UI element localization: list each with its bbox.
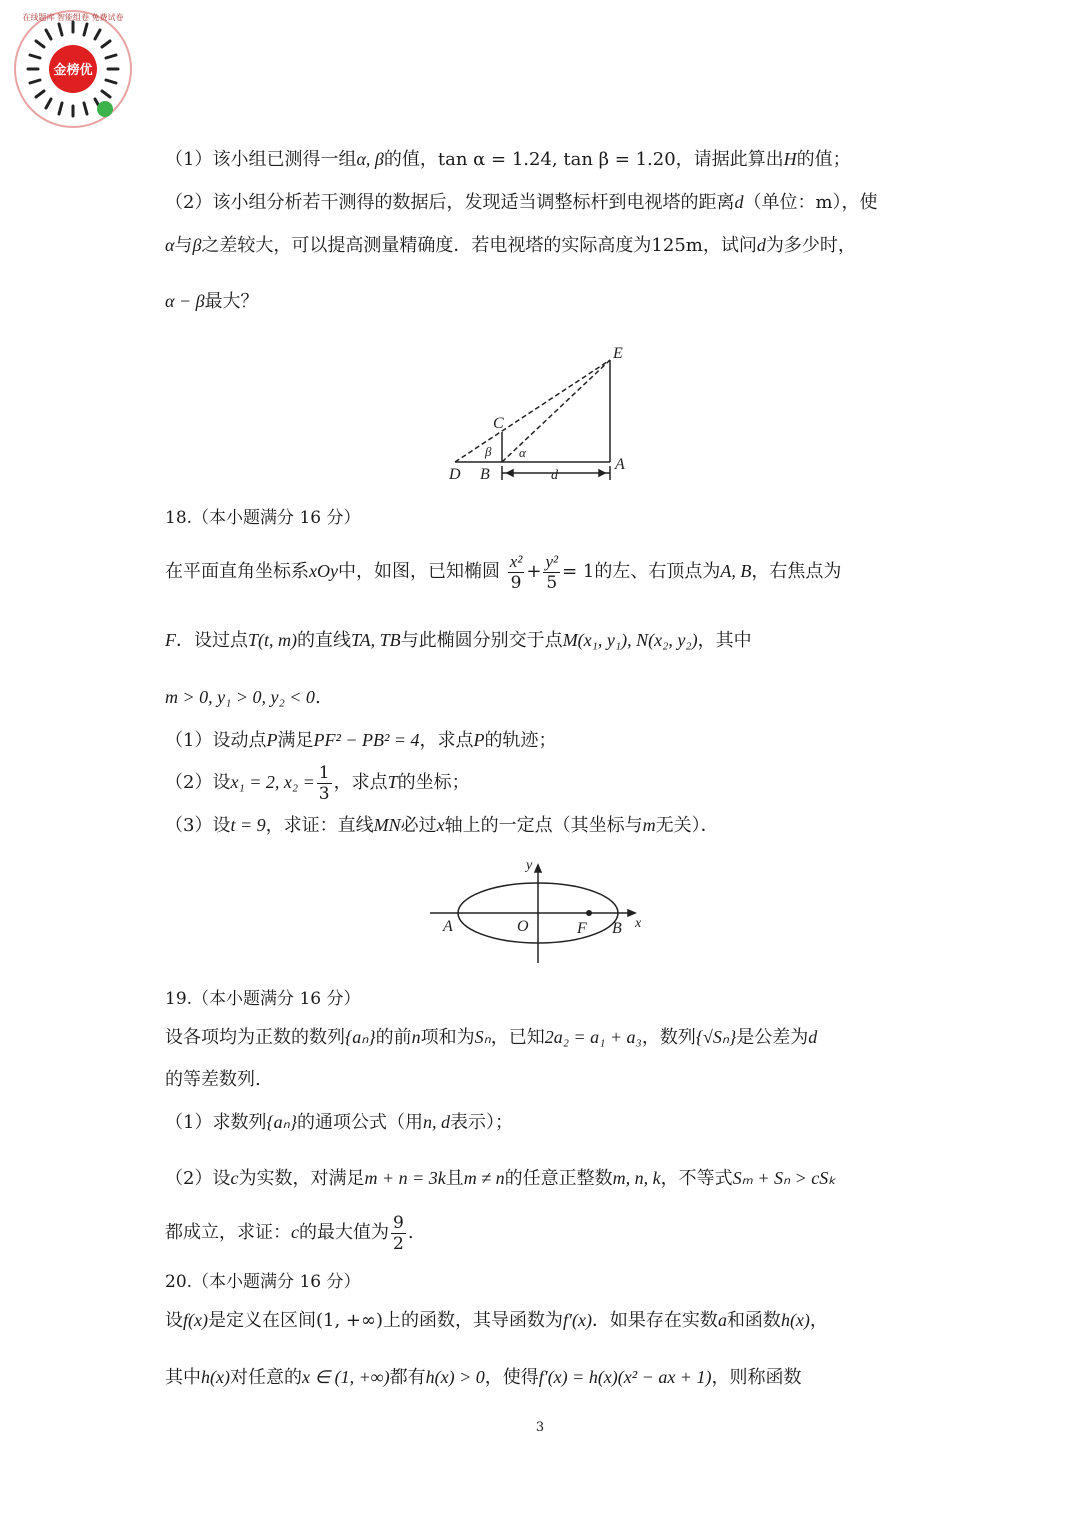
q17-part2-line3: α − β最大？ — [165, 291, 259, 312]
q20-line2: 其中h(x)对任意的x ∈ (1, +∞)都有h(x) > 0，使得f′(x) = h(x)(x² − ax + 1)，则称函数 — [165, 1367, 802, 1388]
logo-center-text: 金榜优 — [53, 63, 93, 78]
page-number: 3 — [535, 1420, 545, 1435]
q19-sub1: （1）求数列{aₙ}的通项公式（用n, d表示）； — [165, 1112, 514, 1133]
q17-part2-line2: α与β之差较大，可以提高测量精确度．若电视塔的实际高度为125m，试问d为多少时， — [165, 235, 856, 256]
tower-figure — [445, 340, 640, 485]
axis-label-x: x — [635, 916, 642, 931]
q18-line1: 在平面直角坐标系xOy中，如图，已知椭圆 $\frac{\text{x²}}{9}$ + $\frac{\text{y²}}{5}$ = 1的左、右顶点为A, B，右焦点为 — [165, 551, 842, 593]
q19-sub2: （2）设c为实数，对满足m + n = 3k且m ≠ n的任意正整数m, n, k，不等式Sₘ + Sₙ > cSₖ — [165, 1168, 836, 1189]
label-D: D — [449, 466, 461, 483]
label-B: B — [480, 466, 490, 483]
ellipse-label-O: O — [517, 918, 529, 935]
ellipse-label-F: F — [577, 920, 587, 937]
label-E: E — [613, 345, 623, 362]
q18-line3: m > 0, y₁ > 0, y₂ < 0. — [165, 687, 321, 708]
logo-ring-text: 在线题库 智能组卷 免费试卷 — [22, 13, 124, 22]
axis-label-y: y — [526, 858, 533, 873]
q18-sub2: （2）设x₁ = 2, x₂ = $\frac{1}{3}$ ，求点T的坐标； — [165, 762, 470, 804]
q18-line2: F．设过点T(t, m)的直线TA, TB与此椭圆分别交于点M(x₁, y₁), N(x₂, y₂)，其中 — [165, 630, 752, 651]
jinbangyou-logo — [12, 8, 134, 130]
q19-line1: 设各项均为正数的数列{aₙ}的前n项和为Sₙ，已知2a₂ = a₁ + a₃，数列{√Sₙ}是公差为d — [165, 1027, 818, 1048]
label-beta: β — [485, 444, 492, 459]
q17-part2-line1: （2）该小组分析若干测得的数据后，发现适当调整标杆到电视塔的距离d（单位：m），使 — [165, 192, 878, 213]
q18-heading: 18.（本小题满分 16 分） — [165, 508, 361, 528]
q19-sub2-cont: 都成立，求证：c的最大值为 $\frac{9}{2}$ . — [165, 1212, 414, 1254]
ellipse-figure — [425, 855, 655, 967]
q20-heading: 20.（本小题满分 16 分） — [165, 1272, 361, 1292]
q20-line1: 设f(x)是定义在区间(1, +∞)上的函数，其导函数为f′(x)．如果存在实数a和函数h(x)， — [165, 1310, 828, 1331]
ellipse-label-A: A — [443, 918, 453, 935]
label-d: d — [551, 468, 558, 483]
q19-line2: 的等差数列. — [165, 1069, 261, 1090]
label-alpha: α — [519, 445, 526, 460]
q18-sub1: （1）设动点P满足PF² − PB² = 4，求点P的轨迹； — [165, 730, 557, 751]
q17-part1: （1）该小组已测得一组α, β的值，tan α = 1.24, tan β = 1.20，请据此算出H的值； — [165, 149, 851, 170]
q18-sub3: （3）设t = 9，求证：直线MN必过x轴上的一定点（其坐标与m无关）． — [165, 815, 719, 836]
q19-heading: 19.（本小题满分 16 分） — [165, 989, 361, 1009]
label-A: A — [615, 456, 625, 473]
label-C: C — [493, 415, 504, 432]
ellipse-label-B: B — [612, 920, 622, 937]
